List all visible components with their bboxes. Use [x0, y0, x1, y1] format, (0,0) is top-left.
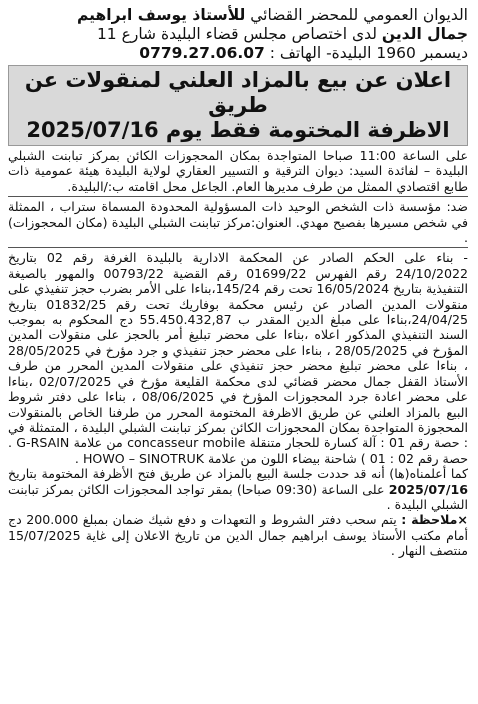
- office-header-prefix: الديوان العمومي للمحضر القضائي: [245, 6, 468, 24]
- office-header-line-3: [8, 44, 468, 63]
- office-phone-number: 0779.27.06.07: [139, 44, 265, 62]
- auction-session-date: 2025/07/16: [388, 481, 468, 497]
- note-text: يتم سحب دفتر الشروط و التعهدات و دفع شيك ضمان بمبلغ 200.000 دج أمام مكتب الأستاذ يوسف ابراهيم جمال الدين من تاريخ الاعلان إلى غاية 15/07/2025 منتصف النهار .: [8, 512, 468, 559]
- defendant-paragraph: ضد: مؤسسة ذات الشخص الوحيد ذات المسؤولية المحدودة المسماة ستراب ، الممثلة في شخص مسيرها بفصيح مهدي. العنوان:مركز تبابنت الشبلي البليدة (مكان المحجوزات) .: [8, 199, 468, 246]
- bailiff-name-part-1: للأستاذ يوسف ابراهيم: [77, 6, 246, 24]
- auction-session-paragraph: [8, 466, 468, 512]
- office-header-line-1: [8, 6, 468, 25]
- auction-session-suffix: على الساعة (09:30 صباحا) بمقر تواجد المحجوزات الكائن بمركز تبابنت الشبلي البليدة .: [8, 481, 468, 512]
- divider-1: [8, 196, 468, 197]
- divider-2: [8, 247, 468, 248]
- notice-title-block: [8, 65, 468, 146]
- sale-time-and-plaintiff-paragraph: على الساعة 11:00 صباحا المتواجدة بمكان المحجوزات الكائن بمركز تبابنت الشبلي البليدة – لفائدة السيد: ديوان الترقية و التسيير العقاري لولاية البليدة هيئة عمومية ذات طابع اقتصادي الممثل من طرف مديرها العام. الجاعل محل اقامته ب:/البليدة.: [8, 148, 468, 194]
- office-header-line-2: [8, 25, 468, 44]
- notice-title-text: الاظرفة المختومة فقط يوم: [158, 118, 450, 142]
- bailiff-name-part-2: جمال الدين: [381, 25, 468, 43]
- legal-basis-paragraph: - بناء على الحكم الصادر عن المحكمة الادارية بالبليدة الغرفة رقم 02 بتاريخ 24/10/2022 رقم الفهرس 01699/22 رقم القضية 00793/22 والمهور بالصيغة التنفيذية بتاريخ 16/05/2024 تحت رقم 145/24،بناءا على الأمر بضرب حجز تنفيذي على منقولات المدين الصادر عن رئيس محكمة بوفاريك تحت رقم 01832/25 بتاريخ 24/04/25،بناءا على مبلغ الدين المقدر ب 55.450.432,87 دج المحكوم به بموجب السند التنفيذي المذكور اعلاه ،بناءا على محضر تبليغ أمر بالحجز على منقولات المدين المؤرخ في 28/05/2025 ، بناءا على محضر حجز تنفيذي و جرد مؤرخ في 28/05/2025 ، بناءا على محضر تبليغ محضر حجز تنفيذي على منقولات المدين المحرر من طرف الأستاذ القفل جمال محضر قضائي لدى محكمة القليعة مؤرخ في 02/07/2025 ،بناءا على محضر اعادة جرد المحجوزات المؤرخ في 08/06/2025 ، بناءا على دفتر شروط البيع بالمزاد العلني عن طريق الاظرفة المختومة المحرر من طرفنا الخاص بالمنقولات المحجوزة المتواجدة بمكان المحجوزات الكائن بمركز تبابنت الشبلي البليدة ، المتمثلة في : حصة رقم 01 : آلة كسارة للحجار متنقلة concasseur mobile من علامة G-RSAIN . حصة رقم 02 : 01 ) شاحنة بيضاء اللون من علامة HOWO – SINOTRUK .: [8, 250, 469, 466]
- office-address-prefix: ديسمبر 1960 البليدة- الهاتف :: [264, 44, 468, 62]
- notice-title-line-2: [13, 118, 463, 143]
- auction-session-prefix: كما أعلمناه(ها) أنه قد حددت جلسة البيع بالمزاد عن طريق فتح الأظرفة المختومة بتاريخ: [8, 466, 468, 482]
- notice-title-date: 2025/07/16: [26, 118, 159, 142]
- note-paragraph: [8, 512, 468, 558]
- office-jurisdiction: لدى اختصاص مجلس قضاء البليدة شارع 11: [96, 25, 382, 43]
- note-label: ×ملاحظة :: [401, 512, 468, 528]
- notice-title-line-1: اعلان عن بيع بالمزاد العلني لمنقولات عن طريق: [24, 68, 452, 117]
